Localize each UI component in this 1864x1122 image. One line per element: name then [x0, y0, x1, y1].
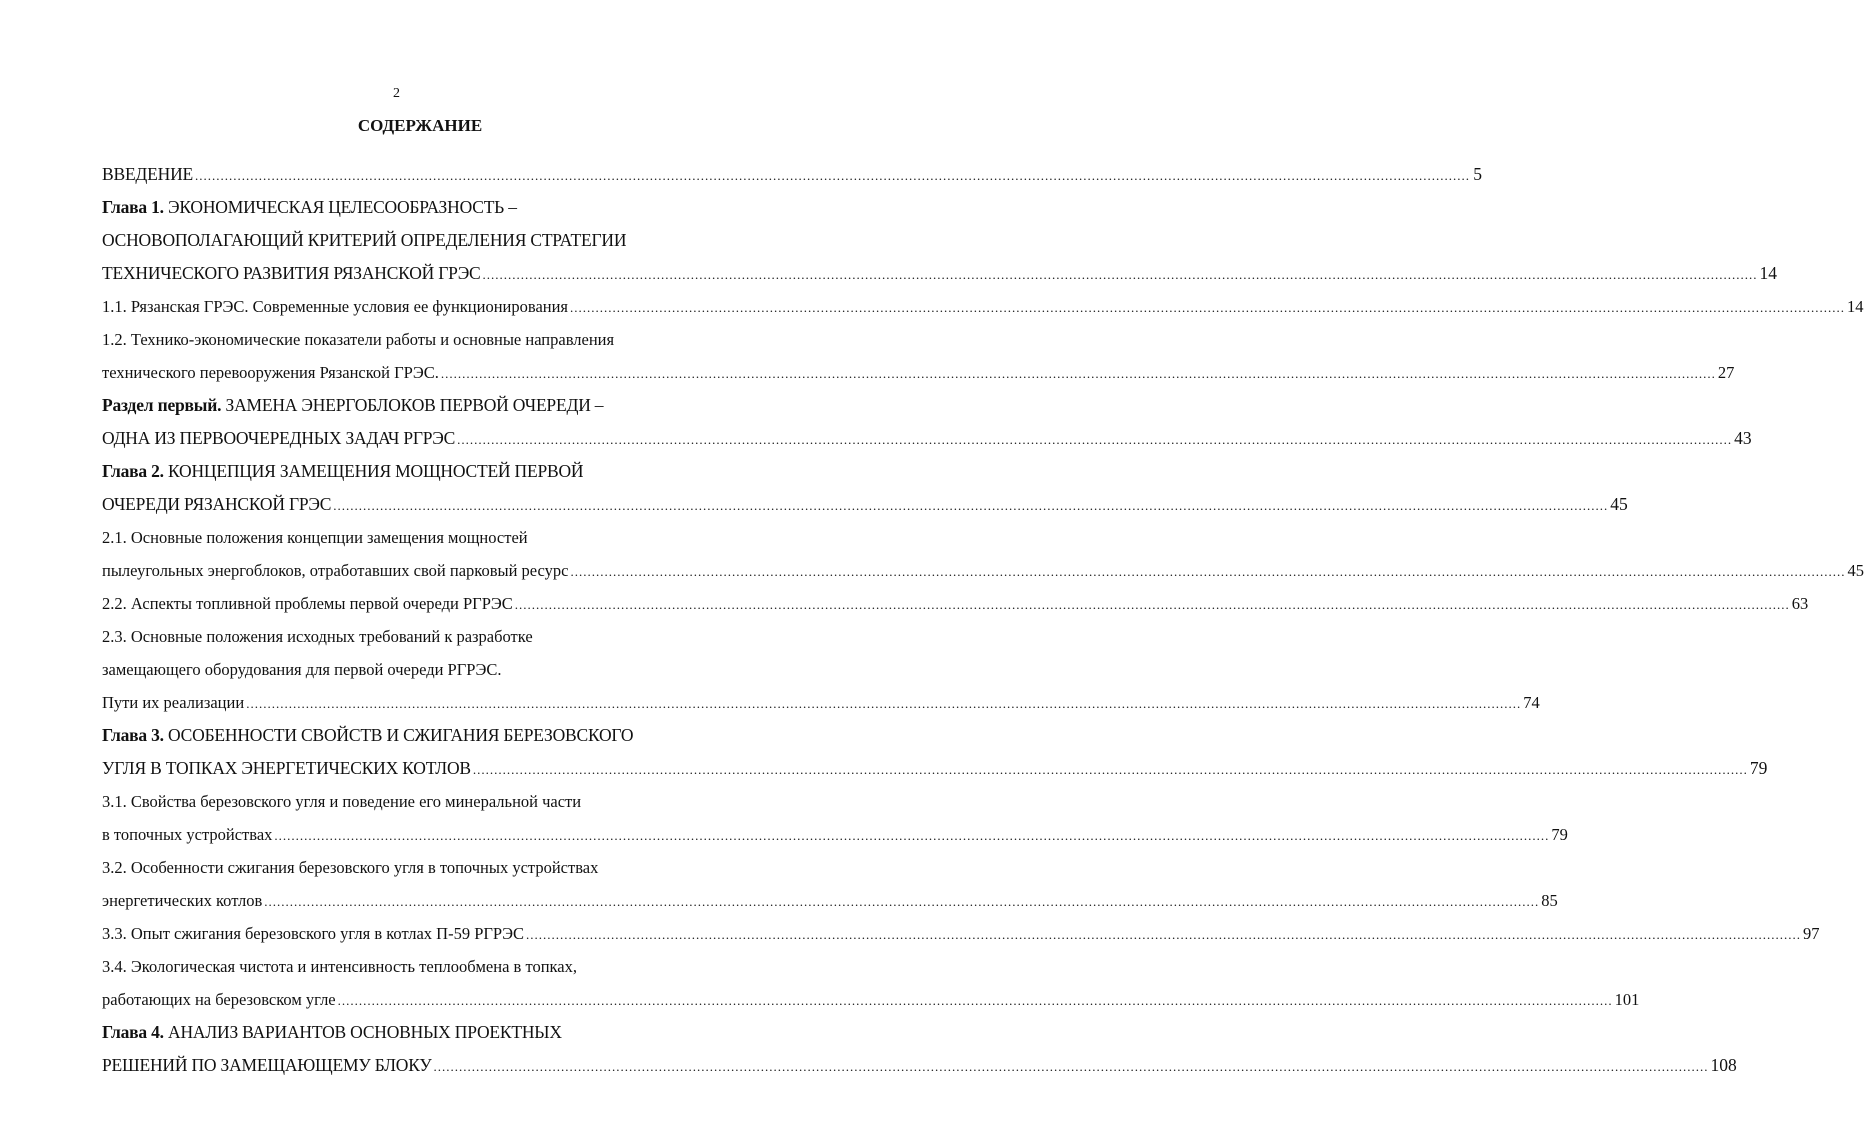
toc-entry	[102, 191, 744, 224]
toc-dot-leader: ............................................................................................................................................................................................................................................................................................................	[514, 597, 1790, 612]
toc-dot-leader: ............................................................................................................................................................................................................................................................................................................	[195, 168, 1471, 183]
toc-entry-title: пылеугольных энергоблоков, отработавших свой парковый ресурс	[102, 561, 569, 580]
toc-dot-leader: ............................................................................................................................................................................................................................................................................................................	[472, 762, 1748, 777]
table-of-contents	[102, 158, 1864, 1082]
toc-entry	[102, 488, 1628, 521]
toc-entry-prefix: Глава 3.	[102, 725, 164, 745]
toc-entry-title: ВВЕДЕНИЕ	[102, 164, 194, 184]
toc-entry-title: 2.3. Основные положения исходных требований к разработке	[102, 627, 533, 646]
toc-entry	[102, 224, 744, 257]
toc-entry-title: работающих на березовском угле	[102, 990, 336, 1009]
toc-entry	[102, 884, 1558, 917]
toc-dot-leader: ............................................................................................................................................................................................................................................................................................................	[570, 300, 1846, 315]
toc-entry-text	[102, 917, 524, 950]
toc-entry-text	[102, 884, 262, 917]
toc-entry-title: КОНЦЕПЦИЯ ЗАМЕЩЕНИЯ МОЩНОСТЕЙ ПЕРВОЙ	[163, 461, 584, 481]
toc-entry	[102, 356, 1735, 389]
toc-entry-text	[102, 389, 603, 422]
toc-dot-leader: ............................................................................................................................................................................................................................................................................................................	[264, 894, 1540, 909]
toc-entry	[102, 719, 744, 752]
toc-dot-leader: ............................................................................................................................................................................................................................................................................................................	[246, 696, 1522, 711]
toc-entry-title: ЗАМЕНА ЭНЕРГОБЛОКОВ ПЕРВОЙ ОЧЕРЕДИ –	[221, 395, 604, 415]
toc-entry-text	[102, 455, 583, 488]
toc-entry	[102, 917, 1820, 950]
toc-entry-text	[102, 521, 528, 554]
toc-entry	[102, 851, 744, 884]
toc-entry	[102, 983, 1640, 1016]
toc-page-number: 5	[1473, 164, 1483, 184]
toc-page-number: 108	[1710, 1055, 1737, 1075]
toc-dot-leader: ............................................................................................................................................................................................................................................................................................................	[333, 498, 1609, 513]
toc-entry-title: ОСНОВОПОЛАГАЮЩИЙ КРИТЕРИЙ ОПРЕДЕЛЕНИЯ СТРАТЕГИИ	[102, 230, 627, 250]
toc-entry	[102, 521, 744, 554]
toc-entry	[102, 686, 1540, 719]
toc-entry-text	[102, 257, 481, 290]
toc-entry-prefix: Глава 1.	[102, 197, 164, 217]
toc-page-number: 97	[1803, 924, 1820, 943]
toc-entry-text	[102, 1049, 432, 1082]
toc-entry-text	[102, 950, 577, 983]
toc-entry-title: 3.2. Особенности сжигания березовского угля в топочных устройствах	[102, 858, 599, 877]
toc-entry-text	[102, 191, 517, 224]
toc-entry-title: технического перевооружения Рязанской ГРЭС.	[102, 363, 439, 382]
toc-page-number: 101	[1614, 990, 1640, 1009]
page-title: СОДЕРЖАНИЕ	[357, 116, 483, 135]
toc-entry-title: 3.4. Экологическая чистота и интенсивность теплообмена в топках,	[102, 957, 577, 976]
toc-entry	[102, 950, 744, 983]
toc-entry-title: в топочных устройствах	[102, 825, 273, 844]
toc-entry-text	[102, 323, 614, 356]
toc-entry-text	[102, 422, 455, 455]
toc-entry-title: 2.1. Основные положения концепции замещения мощностей	[102, 528, 528, 547]
toc-entry-prefix: Глава 2.	[102, 461, 164, 481]
toc-dot-leader: ............................................................................................................................................................................................................................................................................................................	[570, 564, 1846, 579]
toc-entry-title: 3.1. Свойства березовского угля и поведение его минеральной части	[102, 792, 582, 811]
toc-entry-title: ОДНА ИЗ ПЕРВООЧЕРЕДНЫХ ЗАДАЧ РГРЭС	[102, 428, 456, 448]
toc-dot-leader: ............................................................................................................................................................................................................................................................................................................	[457, 432, 1733, 447]
toc-page-number: 79	[1749, 758, 1768, 778]
toc-entry-title: ОСОБЕННОСТИ СВОЙСТВ И СЖИГАНИЯ БЕРЕЗОВСКОГО	[163, 725, 634, 745]
toc-entry-text	[102, 1016, 562, 1049]
toc-entry	[102, 1016, 744, 1049]
toc-dot-leader: ............................................................................................................................................................................................................................................................................................................	[526, 927, 1801, 942]
toc-page-number: 43	[1734, 428, 1752, 448]
toc-entry	[102, 653, 744, 686]
toc-entry	[102, 587, 1809, 620]
toc-entry-title: АНАЛИЗ ВАРИАНТОВ ОСНОВНЫХ ПРОЕКТНЫХ	[163, 1022, 562, 1042]
toc-entry-text	[102, 158, 193, 191]
toc-entry-text	[102, 554, 568, 587]
toc-entry-text	[102, 818, 272, 851]
toc-entry	[102, 158, 1483, 191]
toc-entry-title: ЭКОНОМИЧЕСКАЯ ЦЕЛЕСООБРАЗНОСТЬ –	[163, 197, 517, 217]
toc-page-number: 45	[1610, 494, 1628, 514]
toc-entry	[102, 323, 744, 356]
toc-entry-title: 3.3. Опыт сжигания березовского угля в котлах П-59 РГРЭС	[102, 924, 524, 943]
toc-entry	[102, 290, 1864, 323]
toc-dot-leader: ............................................................................................................................................................................................................................................................................................................	[482, 267, 1758, 282]
toc-entry	[102, 554, 1864, 587]
toc-entry	[102, 620, 744, 653]
toc-page-number: 45	[1847, 561, 1864, 580]
toc-entry-title: ОЧЕРЕДИ РЯЗАНСКОЙ ГРЭС	[102, 494, 332, 514]
toc-dot-leader: ............................................................................................................................................................................................................................................................................................................	[274, 828, 1550, 843]
toc-entry	[102, 1049, 1737, 1082]
toc-entry	[102, 455, 744, 488]
toc-entry-title: энергетических котлов	[102, 891, 263, 910]
toc-page-number: 79	[1551, 825, 1568, 844]
toc-dot-leader: ............................................................................................................................................................................................................................................................................................................	[440, 366, 1716, 381]
toc-entry	[102, 785, 744, 818]
toc-entry-title: УГЛЯ В ТОПКАХ ЭНЕРГЕТИЧЕСКИХ КОТЛОВ	[102, 758, 471, 778]
toc-entry-text	[102, 488, 331, 521]
toc-entry	[102, 257, 1778, 290]
toc-entry-title: 1.1. Рязанская ГРЭС. Современные условия ее функционирования	[102, 297, 569, 316]
toc-dot-leader: ............................................................................................................................................................................................................................................................................................................	[337, 993, 1613, 1008]
toc-entry-text	[102, 983, 336, 1016]
toc-entry-title: Пути их реализации	[102, 693, 245, 712]
toc-entry-title: 2.2. Аспекты топливной проблемы первой очереди РГРЭС	[102, 594, 513, 613]
page-number: 2	[393, 86, 400, 101]
toc-entry	[102, 389, 744, 422]
toc-entry-text	[102, 587, 513, 620]
toc-page-number: 14	[1847, 297, 1864, 316]
toc-entry-title: замещающего оборудования для первой очереди РГРЭС.	[102, 660, 502, 679]
toc-entry-prefix: Глава 4.	[102, 1022, 164, 1042]
toc-entry-text	[102, 290, 568, 323]
toc-entry-text	[102, 224, 626, 257]
toc-entry-text	[102, 785, 581, 818]
toc-entry	[102, 422, 1752, 455]
toc-page-number: 63	[1791, 594, 1809, 613]
toc-page-number: 14	[1759, 263, 1778, 283]
toc-entry	[102, 752, 1768, 785]
toc-page-number: 74	[1523, 693, 1540, 712]
toc-page-number: 85	[1541, 891, 1558, 910]
toc-entry-text	[102, 686, 244, 719]
toc-entry	[102, 818, 1568, 851]
toc-entry-text	[102, 356, 439, 389]
toc-entry-text	[102, 851, 598, 884]
toc-entry-text	[102, 752, 471, 785]
toc-entry-prefix: Раздел первый.	[102, 395, 222, 415]
toc-entry-title: ТЕХНИЧЕСКОГО РАЗВИТИЯ РЯЗАНСКОЙ ГРЭС	[102, 263, 481, 283]
toc-entry-text	[102, 653, 501, 686]
toc-entry-text	[102, 719, 633, 752]
toc-entry-title: РЕШЕНИЙ ПО ЗАМЕЩАЮЩЕМУ БЛОКУ	[102, 1055, 432, 1075]
toc-entry-title: 1.2. Технико-экономические показатели работы и основные направления	[102, 330, 615, 349]
toc-dot-leader: ............................................................................................................................................................................................................................................................................................................	[433, 1059, 1709, 1074]
toc-entry-text	[102, 620, 533, 653]
toc-page-number: 27	[1717, 363, 1735, 382]
